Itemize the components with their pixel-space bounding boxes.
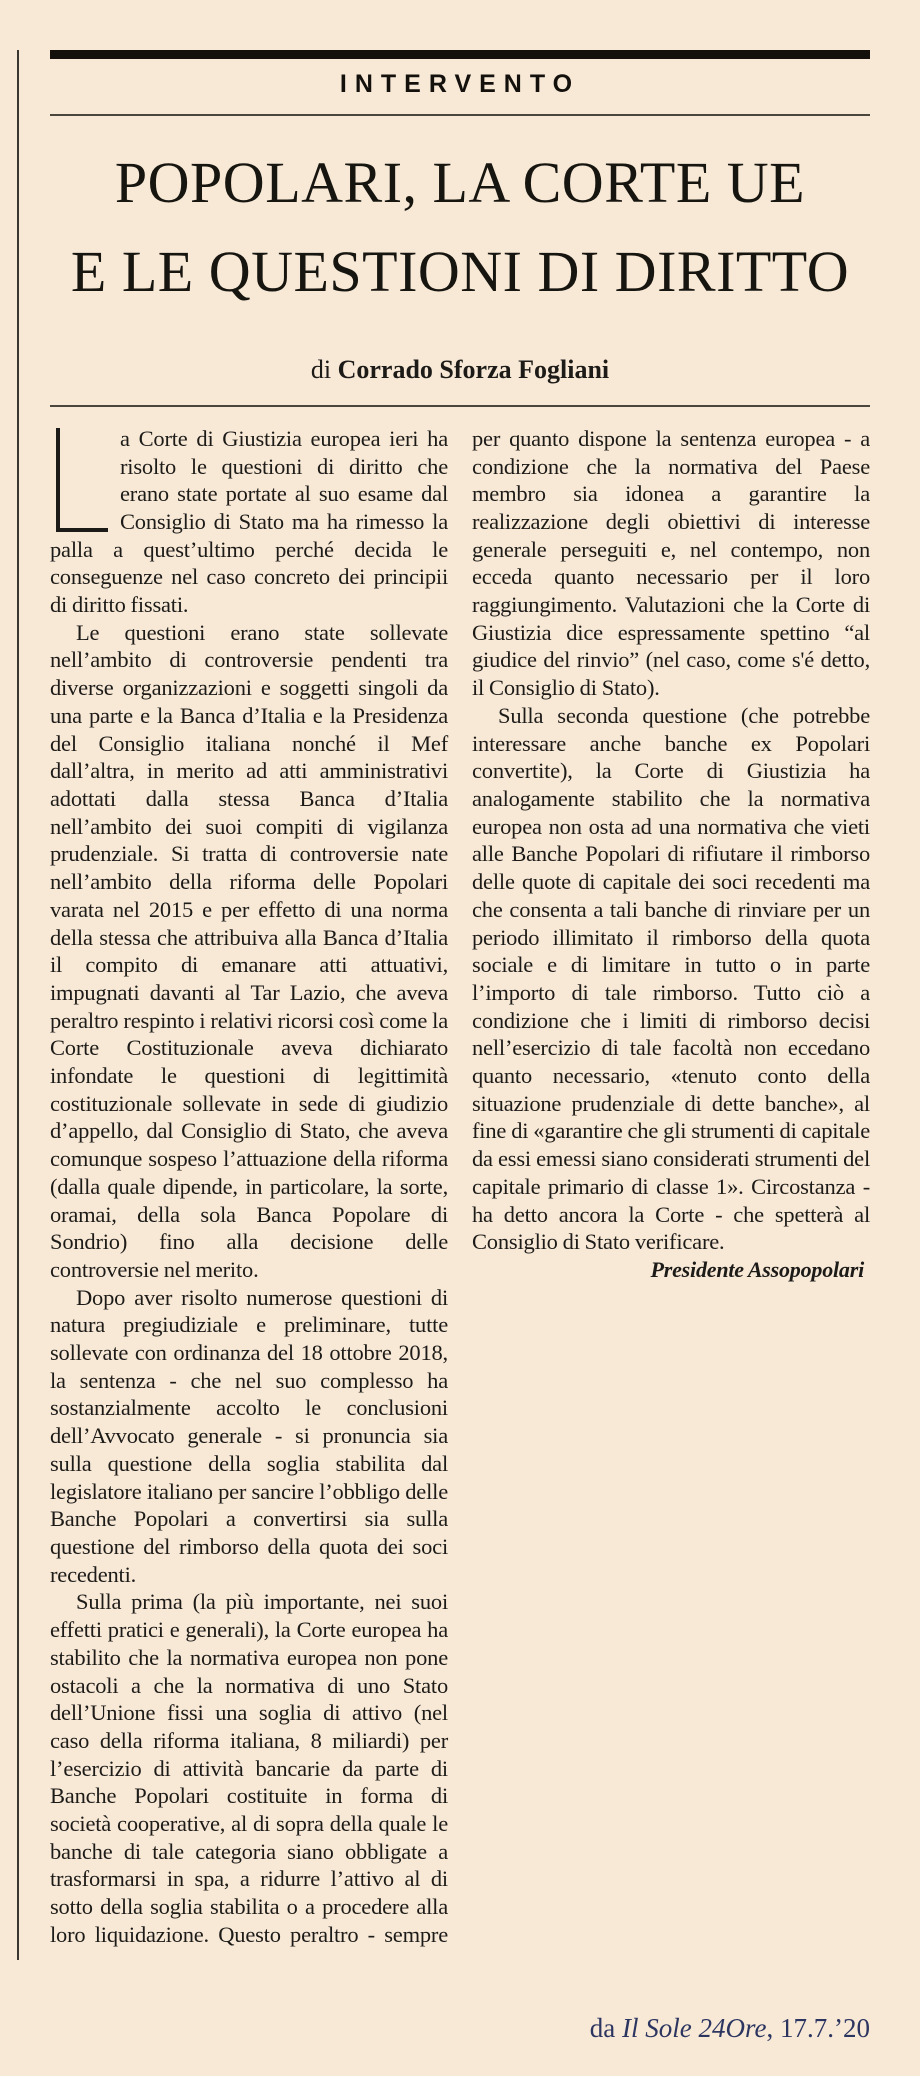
top-thick-rule [50, 50, 870, 59]
paragraph-1 [50, 425, 448, 619]
source-prefix: da [589, 2013, 623, 2043]
article-content [50, 50, 870, 1975]
byline [50, 355, 870, 385]
source-publication: Il Sole 24Ore [622, 2013, 767, 2043]
paragraph-5: Sulla seconda questione (che potrebbe interessare anche banche ex Popolari convertite), la Corte di Giustizia ha analogamente stabilito che la normativa europea non osta ad una normativa che vieti alle Banche Popolari di rifiutare il rimborso delle quote di capitale dei soci recedenti ma che consenta a tali banche di rinviare per un periodo illimitato il rimborso della quota sociale e di limitare in tutto o in parte l’importo di tale rimborso. Tutto ciò a condizione che i limiti di rimborso decisi nell’esercizio di tale facoltà non eccedano quanto necessario, «tenuto conto della situazione prudenziale di dette banche», al fine di «garantire che gli strumenti di capitale da essi emessi siano considerati strumenti del capitale primario di classe 1». Circostanza - ha detto ancora la Corte - che spetterà al Consiglio di Stato verificare. [472, 702, 870, 1255]
rule-under-byline [50, 405, 870, 407]
section-kicker: INTERVENTO [339, 70, 581, 98]
paragraph-2: Le questioni erano state sollevate nell’ambito di controversie pendenti tra diverse organizzazioni e soggetti singoli da una parte e la Banca d’Italia e la Presidenza del Consiglio italiana nonché il Mef dall’altra, in merito ad atti amministrativi adottati dalla stessa Banca d’Italia nell’ambito dei suoi compiti di vigilanza prudenziale. Si tratta di controversie nate nell’ambito della riforma delle Popolari varata nel 2015 e per effetto di una norma della stessa che attribuiva alla Banca d’Italia il compito di emanare atti attuativi, impugnati davanti al Tar Lazio, che aveva peraltro respinto i relativi ricorsi così come la Corte Costituzionale aveva dichiarato infondate le questioni di legittimità costituzionale sollevate in sede di giudizio d’appello, dal Consiglio di Stato, che aveva comunque sospeso l’attuazione della riforma (dalla quale dipende, in particolare, la sorte, oramai, della sola Banca Popolare di Sondrio) fino alla decisione delle controversie nel merito. [50, 619, 448, 1282]
article-body [50, 425, 870, 1975]
paragraph-1-text: a Corte di Giustizia europea ieri ha risolto le questioni di diritto che erano state portate al suo esame dal Consiglio di Stato ma ha rimesso la palla a quest’ultimo perché decida le conseguenze nel caso concreto dei principii di diritto fissati. [50, 425, 448, 618]
clipping-source-note [590, 2012, 870, 2044]
headline [50, 138, 870, 316]
author-signature: Presidente Assopopolari [650, 1256, 864, 1282]
byline-author: Corrado Sforza Fogliani [337, 354, 610, 384]
headline-line-1: POPOLARI, LA CORTE UE [114, 150, 806, 215]
left-column-divider-rule [17, 50, 19, 1960]
dropcap-letter-L [56, 428, 108, 532]
paragraph-4: Sulla prima (la più importante, nei suoi effetti pratici e generali), la Corte europea ha stabilito che la normativa europea non pone ostacoli a che la normativa di uno Stato dell’Unione fissi una soglia di attivo (nel caso della riforma italiana, 8 miliardi) per l’esercizio di attività bancarie da parte di Banche Popolari costituite in forma di società cooperative, al di sopra della quale le banche di tale categoria siano obbligate a trasformarsi in spa, a ridurre l’attivo al di sotto della soglia stabilita o a procedere alla loro liquidazione. Questo peraltro - sempre per quanto dispone la sentenza europea - a condizione che la normativa del Paese membro sia idonea a garantire la realizzazione degli obiettivi di interesse generale perseguiti e, nel contempo, non ecceda quanto necessario per il loro raggiungimento. Valutazioni che la Corte di Giustizia dice espressamente spettino “al giudice del rinvio” (nel caso, come s'é detto, il Consiglio di Stato). [50, 425, 870, 1947]
headline-line-2: E LE QUESTIONI DI DIRITTO [70, 239, 850, 304]
byline-prefix: di [310, 354, 338, 384]
source-date: , 17.7.’20 [766, 2013, 870, 2043]
paragraph-3: Dopo aver risolto numerose questioni di natura pregiudiziale e preliminare, tutte sollevate con ordinanza del 18 ottobre 2018, la sentenza - che nel suo complesso ha sostanzialmente accolto le conclusioni dell’Avvocato generale - si pronuncia sia sulla questione della soglia stabilita dal legislatore italiano per sancire l’obbligo delle Banche Popolari a convertirsi sia sulla questione del rimborso della quota dei soci recedenti. [50, 1284, 448, 1587]
rule-under-kicker [50, 114, 870, 116]
